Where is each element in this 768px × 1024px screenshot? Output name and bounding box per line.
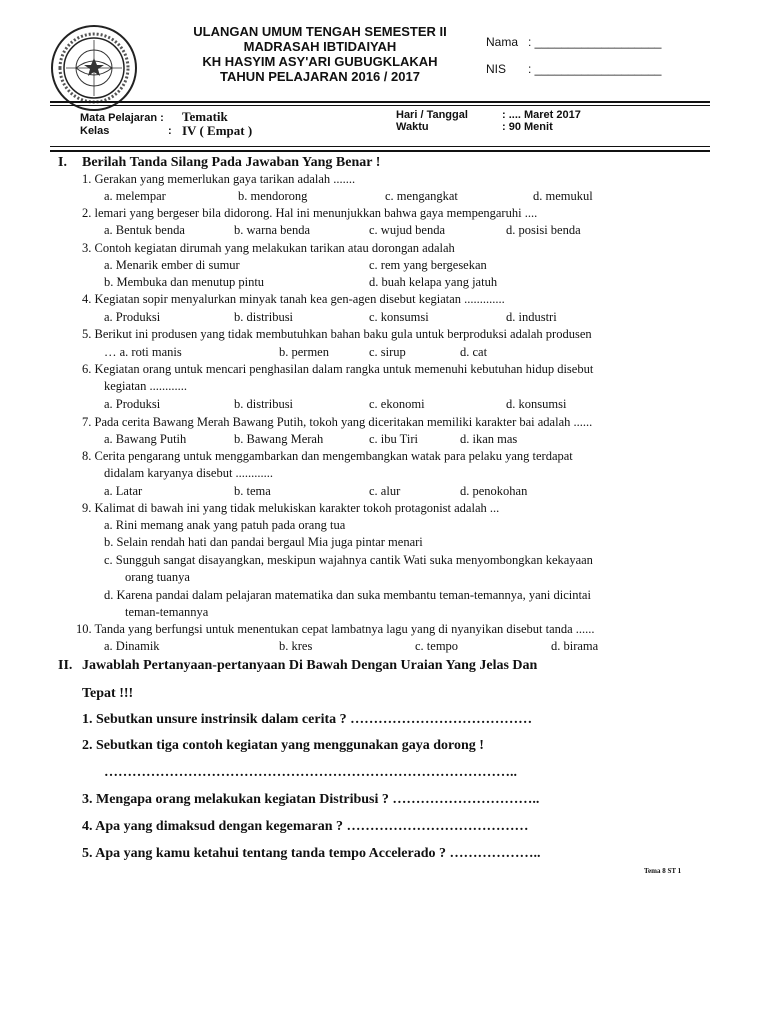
section1-number: I. xyxy=(58,155,67,170)
academic-year: TAHUN PELAJARAN 2016 / 2017 xyxy=(220,69,420,84)
q6-option-d[interactable]: d. konsumsi xyxy=(506,397,567,411)
q5-option-c[interactable]: c. sirup xyxy=(369,345,406,359)
essay-answer-line-2[interactable]: …………………………………………………………………………….. xyxy=(104,765,517,780)
q5-option-a[interactable]: … a. roti manis xyxy=(104,345,182,359)
q5-option-b[interactable]: b. permen xyxy=(279,345,329,359)
q2-option-c[interactable]: c. wujud benda xyxy=(369,223,446,237)
q6-option-c[interactable]: c. ekonomi xyxy=(369,397,425,411)
essay-question-2: 2. Sebutkan tiga contoh kegiatan yang menggunakan gaya dorong ! xyxy=(82,738,484,753)
kelas-label: Kelas xyxy=(80,125,110,137)
q8-option-d[interactable]: d. penokohan xyxy=(460,484,528,498)
q4-option-d[interactable]: d. industri xyxy=(506,310,557,324)
q3-option-d[interactable]: d. buah kelapa yang jatuh xyxy=(369,275,498,289)
q2-option-a[interactable]: a. Bentuk benda xyxy=(104,223,185,237)
waktu-label: Waktu xyxy=(396,121,429,133)
q4-option-b[interactable]: b. distribusi xyxy=(234,310,294,324)
q10-option-b[interactable]: b. kres xyxy=(279,639,313,653)
q9-option-c[interactable]: c. Sungguh sangat disayangkan, meskipun wajahnya cantik Wati suka menyombongkan kekayaan xyxy=(104,553,593,567)
q9-option-a[interactable]: a. Rini memang anak yang patuh pada orang tua xyxy=(104,518,346,532)
mapel-value: Tematik xyxy=(182,109,228,124)
hari-value: : .... Maret 2017 xyxy=(502,109,581,121)
q10-option-a[interactable]: a. Dinamik xyxy=(104,639,160,653)
essay-question-1: 1. Sebutkan unsure instrinsik dalam cerita ? ………………………………… xyxy=(82,712,533,727)
question-2: 2. lemari yang bergeser bila didorong. Hal ini menunjukkan bahwa gaya mempengaruhi .... xyxy=(82,206,538,220)
q7-option-b[interactable]: b. Bawang Merah xyxy=(234,432,324,446)
nama-label: Nama xyxy=(486,35,519,49)
header-divider-top-thin xyxy=(50,105,710,106)
q5-option-d[interactable]: d. cat xyxy=(460,345,488,359)
q9-option-c-cont: orang tuanya xyxy=(125,570,190,584)
section2-title: Jawablah Pertanyaan-pertanyaan Di Bawah Dengan Uraian Yang Jelas Dan xyxy=(82,658,538,673)
question-7: 7. Pada cerita Bawang Merah Bawang Putih, tokoh yang diceritakan memiliki karakter bai adalah ...... xyxy=(82,415,593,429)
q10-option-c[interactable]: c. tempo xyxy=(415,639,459,653)
question-9: 9. Kalimat di bawah ini yang tidak melukiskan karakter tokoh protagonist adalah ... xyxy=(82,501,500,515)
question-5: 5. Berikut ini produsen yang tidak membutuhkan bahan baku gula untuk berproduksi adalah produsen xyxy=(82,327,592,341)
q8-option-b[interactable]: b. tema xyxy=(234,484,271,498)
school-type: MADRASAH IBTIDAIYAH xyxy=(243,39,397,54)
question-6-cont: kegiatan ............ xyxy=(104,379,187,393)
question-1: 1. Gerakan yang memerlukan gaya tarikan adalah ....... xyxy=(82,172,356,186)
q10-option-d[interactable]: d. birama xyxy=(551,639,599,653)
q7-option-a[interactable]: a. Bawang Putih xyxy=(104,432,187,446)
kelas-colon: : xyxy=(168,125,172,137)
nis-field[interactable]: : ___________________ xyxy=(528,62,662,76)
q3-option-b[interactable]: b. Membuka dan menutup pintu xyxy=(104,275,265,289)
q9-option-b[interactable]: b. Selain rendah hati dan pandai bergaul Mia juga pintar menari xyxy=(104,535,423,549)
q6-option-a[interactable]: a. Produksi xyxy=(104,397,161,411)
q6-option-b[interactable]: b. distribusi xyxy=(234,397,294,411)
q9-option-d-cont: teman-temannya xyxy=(125,605,209,619)
header-divider-bottom xyxy=(50,146,710,147)
mapel-label: Mata Pelajaran : xyxy=(80,112,164,124)
section2-title-cont: Tepat !!! xyxy=(82,686,134,701)
q7-option-d[interactable]: d. ikan mas xyxy=(460,432,518,446)
q2-option-b[interactable]: b. warna benda xyxy=(234,223,311,237)
q8-option-a[interactable]: a. Latar xyxy=(104,484,143,498)
kelas-value: IV ( Empat ) xyxy=(182,123,253,138)
essay-question-3: 3. Mengapa orang melakukan kegiatan Distribusi ? ………………………….. xyxy=(82,792,540,807)
q8-option-c[interactable]: c. alur xyxy=(369,484,401,498)
q2-option-d[interactable]: d. posisi benda xyxy=(506,223,581,237)
nis-label: NIS xyxy=(486,62,507,76)
q1-option-b[interactable]: b. mendorong xyxy=(238,189,308,203)
question-6: 6. Kegiatan orang untuk mencari penghasilan dalam rangka untuk memenuhi kebutuhan hidup disebut xyxy=(82,362,594,376)
q4-option-a[interactable]: a. Produksi xyxy=(104,310,161,324)
header-divider-top xyxy=(50,101,710,103)
waktu-value: : 90 Menit xyxy=(502,121,553,133)
section1-title: Berilah Tanda Silang Pada Jawaban Yang Benar ! xyxy=(82,155,381,170)
question-3: 3. Contoh kegiatan dirumah yang melakukan tarikan atau dorongan adalah xyxy=(82,241,455,255)
section2-number: II. xyxy=(58,658,73,673)
q7-option-c[interactable]: c. ibu Tiri xyxy=(369,432,418,446)
page-footer: Tema 8 ST 1 xyxy=(644,867,682,875)
q9-option-d[interactable]: d. Karena pandai dalam pelajaran matematika dan suka membantu teman-temannya, yani dicintai xyxy=(104,588,591,602)
exam-title: ULANGAN UMUM TENGAH SEMESTER II xyxy=(193,24,447,39)
q1-option-a[interactable]: a. melempar xyxy=(104,189,166,203)
question-4: 4. Kegiatan sopir menyalurkan minyak tanah kea gen-agen disebut kegiatan ............. xyxy=(82,292,505,306)
essay-question-5: 5. Apa yang kamu ketahui tentang tanda tempo Accelerado ? ……………….. xyxy=(82,846,541,861)
q1-option-c[interactable]: c. mengangkat xyxy=(385,189,458,203)
q3-option-a[interactable]: a. Menarik ember di sumur xyxy=(104,258,240,272)
header-divider-bottom-thick xyxy=(50,150,710,152)
nama-field[interactable]: : ___________________ xyxy=(528,35,662,49)
school-name: KH HASYIM ASY'ARI GUBUGKLAKAH xyxy=(202,54,438,69)
question-10: 10. Tanda yang berfungsi untuk menentukan cepat lambatnya lagu yang di nyanyikan disebut tanda ...... xyxy=(76,622,595,636)
q4-option-c[interactable]: c. konsumsi xyxy=(369,310,429,324)
question-8-cont: didalam karyanya disebut ............ xyxy=(104,466,274,480)
hari-label: Hari / Tanggal xyxy=(396,109,468,121)
q1-option-d[interactable]: d. memukul xyxy=(533,189,593,203)
q3-option-c[interactable]: c. rem yang bergesekan xyxy=(369,258,487,272)
question-8: 8. Cerita pengarang untuk menggambarkan dan mengembangkan watak para pelaku yang terdapat xyxy=(82,449,573,463)
essay-question-4: 4. Apa yang dimaksud dengan kegemaran ? ………………………………… xyxy=(82,819,529,834)
school-logo xyxy=(50,24,138,112)
